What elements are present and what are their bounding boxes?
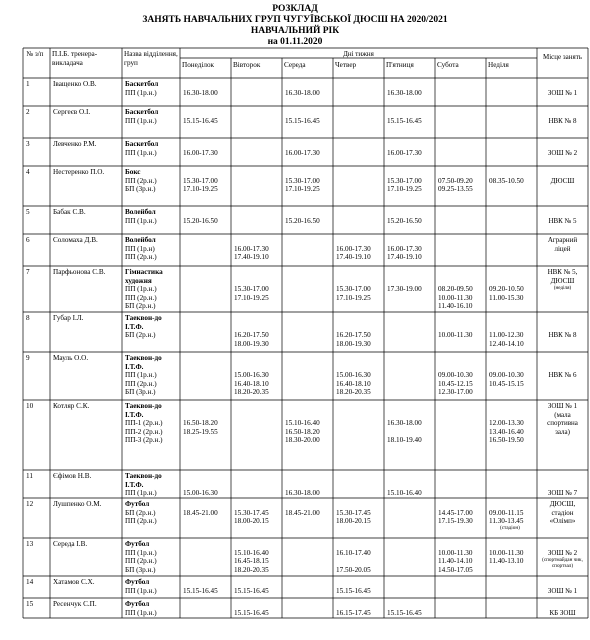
time-slot-mon: 18.25-19.55 (183, 427, 218, 436)
time-slot-tue: 18.20-20.35 (234, 565, 269, 574)
trainer-name: Іващенко О.В. (53, 80, 97, 88)
place-line: спортивна (547, 419, 578, 427)
sport-name: Бокс (125, 168, 141, 176)
trainer-name: Лушпенко О.М. (53, 500, 102, 508)
time-slot-sat: 14.50-17.05 (438, 565, 473, 574)
time-slot-wed: 15.15-16.45 (285, 116, 320, 125)
time-slot-thu: 15.00-16.30 (336, 371, 371, 379)
place-line: ДЮСШ, (549, 500, 576, 508)
place-note: (неділя) (553, 285, 572, 291)
time-slot-tue: 18.00-19.30 (234, 339, 269, 348)
sport-name: Таеквон-до І.Т.Ф. (125, 402, 162, 419)
time-slot-sun: 11.30-13.45 (489, 517, 524, 525)
row-number: 13 (26, 540, 34, 548)
header-day-mon: Понеділок (182, 61, 215, 69)
time-slot-fri: 15.30-17.00 (387, 176, 422, 185)
place-line: ДЮСШ (550, 176, 575, 185)
time-slot-sat: 12.30-17.00 (438, 388, 473, 396)
place-line: стадіон (551, 508, 574, 517)
row-number: 7 (26, 268, 30, 276)
sport-name: Футбол (125, 578, 150, 586)
time-slot-fri: 17.10-19.25 (387, 185, 422, 193)
place-line: ЗОШ № 7 (547, 489, 578, 497)
row-number: 15 (26, 600, 34, 608)
sport-name: Гімнастика художня (125, 268, 163, 285)
sun-note: (стадіон) (500, 524, 520, 531)
header-place: Місце занять (543, 53, 582, 61)
group-label: ПП (1р.н.) (125, 148, 157, 157)
time-slot-sun: 11.00-15.30 (489, 293, 524, 302)
time-slot-sun: 12.00-13.30 (489, 419, 524, 427)
time-slot-mon: 17.10-19.25 (183, 185, 218, 193)
time-slot-tue: 17.40-19.10 (234, 253, 269, 261)
sport-name: Футбол (125, 500, 150, 508)
place-line: ДЮСШ (550, 276, 575, 285)
place-line: ЗОШ № 1 (547, 88, 578, 97)
trainer-name: Парфьонова С.В. (53, 268, 106, 276)
group-label: БП (2р.н.) (125, 302, 156, 310)
time-slot-mon: 16.30-18.00 (183, 88, 218, 97)
header-dept: Назва відділення, груп (124, 50, 178, 67)
time-slot-wed: 17.10-19.25 (285, 185, 320, 193)
trainer-name: Нестеренко П.О. (53, 168, 105, 176)
place-line: НВК № 5, (547, 268, 578, 276)
sport-name: Баскетбол (125, 108, 159, 116)
place-line: Аграрний (547, 236, 578, 244)
time-slot-wed: 18.30-20.00 (285, 436, 320, 444)
time-slot-tue: 15.00-16.30 (234, 371, 269, 379)
header-num: № з/п (26, 50, 44, 58)
place-line: НВК № 8 (548, 116, 577, 125)
time-slot-sun: 10.45-15.15 (489, 379, 524, 388)
time-slot-thu: 17.10-19.25 (336, 293, 371, 302)
header-day-wed: Середа (284, 61, 306, 69)
time-slot-sun: 13.40-16.40 (489, 427, 524, 436)
time-slot-mon: 16.50-18.20 (183, 419, 218, 427)
sport-name: Волейбол (125, 208, 156, 216)
time-slot-fri: 15.15-16.45 (387, 608, 422, 617)
time-slot-tue: 15.10-16.40 (234, 548, 269, 557)
group-label: ПП (2р.н.) (125, 557, 157, 565)
header-line-4: на 01.11.2020 (267, 37, 323, 47)
time-slot-sun: 09.00-10.30 (489, 371, 524, 379)
time-slot-thu: 15.15-16.45 (336, 586, 371, 595)
group-label: БП (3р.н.) (125, 565, 156, 574)
time-slot-tue: 16.40-18.10 (234, 379, 269, 388)
sport-name: Баскетбол (125, 80, 159, 88)
time-slot-thu: 17.40-19.10 (336, 253, 371, 261)
time-slot-fri: 16.00-17.30 (387, 148, 422, 157)
time-slot-sun: 10.00-11.30 (489, 548, 524, 557)
row-number: 3 (26, 140, 30, 148)
time-slot-thu: 18.00-20.15 (336, 517, 371, 525)
time-slot-fri: 16.30-18.00 (387, 88, 422, 97)
time-slot-sun: 11.40-13.10 (489, 557, 524, 565)
time-slot-sat: 17.15-19.30 (438, 517, 473, 525)
sport-name: Футбол (125, 540, 150, 548)
header-line-1: РОЗКЛАД (272, 4, 318, 14)
trainer-name: Мауль О.О. (53, 354, 89, 362)
time-slot-tue: 16.00-17.30 (234, 244, 269, 253)
time-slot-mon: 15.30-17.00 (183, 176, 218, 185)
group-label: ПП (1р.н) (125, 244, 155, 253)
place-line: ЗОШ № 1 (547, 402, 578, 410)
group-label: ПП (1р.н.) (125, 285, 157, 293)
time-slot-wed: 15.10-16.40 (285, 419, 320, 427)
sport-name: Таеквон-до І.Т.Ф. (125, 314, 162, 331)
group-label: ПП (1р.н.) (125, 586, 157, 595)
time-slot-sun: 16.50-19.50 (489, 436, 524, 444)
time-slot-mon: 15.20-16.50 (183, 216, 218, 225)
time-slot-sat: 11.40-16.10 (438, 302, 473, 310)
time-slot-thu: 18.20-20.35 (336, 388, 371, 396)
group-label: БП (3р.н.) (125, 388, 156, 396)
time-slot-wed: 15.30-17.00 (285, 176, 320, 185)
time-slot-mon: 15.15-16.45 (183, 116, 218, 125)
trainer-name: Хатамов С.Х. (53, 578, 95, 586)
time-slot-thu: 16.40-18.10 (336, 379, 371, 388)
trainer-name: Бабак С.В. (53, 208, 86, 216)
trainer-name: Котляр С.К. (53, 402, 90, 410)
group-label: ПП-2 (2р.н.) (125, 427, 163, 436)
sport-name: Таеквон-до І.Т.Ф. (125, 472, 162, 489)
time-slot-sun: 11.00-12.30 (489, 331, 524, 339)
trainer-name: Сергеєв О.І. (53, 108, 91, 116)
row-number: 11 (26, 472, 33, 480)
place-line: ЗОШ № 1 (547, 586, 578, 595)
time-slot-fri: 18.10-19.40 (387, 436, 422, 444)
time-slot-thu: 16.00-17.30 (336, 244, 371, 253)
row-number: 12 (26, 500, 34, 508)
place-line: НВК № 5 (548, 216, 577, 225)
time-slot-tue: 17.10-19.25 (234, 293, 269, 302)
time-slot-wed: 16.50-18.20 (285, 427, 320, 436)
sport-name: Волейбол (125, 236, 156, 244)
time-slot-sun: 09.00-11.15 (489, 508, 524, 517)
group-label: ПП (2р.н.) (125, 293, 157, 302)
group-label: ПП (1р.н.) (125, 548, 157, 557)
time-slot-mon: 15.00-16.30 (183, 489, 218, 497)
place-note: (спортмайдан чик, спортзал) (542, 557, 583, 569)
time-slot-thu: 16.10-17.40 (336, 548, 371, 557)
time-slot-fri: 15.15-16.45 (387, 116, 422, 125)
trainer-name: Єфімов Н.В. (53, 472, 92, 480)
trainer-name: Середа І.В. (53, 540, 88, 548)
time-slot-wed: 16.30-18.00 (285, 489, 320, 497)
time-slot-thu: 16.20-17.50 (336, 331, 371, 339)
time-slot-thu: 17.50-20.05 (336, 565, 371, 574)
group-label: БП (2р.н.) (125, 331, 156, 339)
row-number: 1 (26, 80, 30, 88)
group-label: ПП (1р.н.) (125, 489, 157, 497)
place-line: (мала (554, 410, 571, 419)
time-slot-fri: 16.30-18.00 (387, 419, 422, 427)
time-slot-sat: 11.40-14.10 (438, 557, 473, 565)
time-slot-thu: 15.30-17.45 (336, 508, 371, 517)
time-slot-sat: 09.00-10.30 (438, 371, 473, 379)
row-number: 8 (26, 314, 30, 322)
header-day-thu: Четвер (335, 61, 357, 69)
place-line: НВК № 8 (548, 331, 577, 339)
time-slot-fri: 16.00-17.30 (387, 244, 422, 253)
group-label: ПП (1р.н.) (125, 88, 157, 97)
place-line: ЗОШ № 2 (547, 548, 578, 557)
group-label: БП (3р.н.) (125, 185, 156, 193)
time-slot-sat: 09.25-13.55 (438, 185, 473, 193)
time-slot-tue: 15.30-17.00 (234, 285, 269, 293)
row-number: 10 (26, 402, 34, 410)
time-slot-fri: 15.20-16.50 (387, 216, 422, 225)
time-slot-tue: 15.15-16.45 (234, 586, 269, 595)
header-day-sun: Неділя (488, 61, 509, 69)
time-slot-sat: 10.00-11.30 (438, 293, 473, 302)
time-slot-sun: 12.40-14.10 (489, 339, 524, 348)
sport-name: Баскетбол (125, 140, 159, 148)
header-line-3: НАВЧАЛЬНИЙ РІК (250, 26, 340, 36)
row-number: 2 (26, 108, 30, 116)
time-slot-sat: 07.50-09.20 (438, 176, 473, 185)
group-label: ПП (2р.н.) (125, 517, 157, 525)
row-number: 14 (26, 578, 34, 586)
group-label: ПП (1р.н.) (125, 608, 157, 617)
header-line-2: ЗАНЯТЬ НАВЧАЛЬНИХ ГРУП ЧУГУЇВСЬКОЇ ДЮСШ НА 2020/2021 (142, 15, 448, 25)
time-slot-tue: 15.15-16.45 (234, 608, 269, 617)
time-slot-sat: 08.20-09.50 (438, 285, 473, 293)
time-slot-sat: 10.00-11.30 (438, 548, 473, 557)
time-slot-mon: 16.00-17.30 (183, 148, 218, 157)
time-slot-tue: 16.20-17.50 (234, 331, 269, 339)
time-slot-wed: 16.00-17.30 (285, 148, 320, 157)
time-slot-tue: 15.30-17.45 (234, 508, 269, 517)
place-line: НВК № 6 (548, 371, 577, 379)
group-label: ПП (1р.н.) (125, 216, 157, 225)
header-day-fri: П'ятниця (386, 61, 414, 69)
group-label: ПП-3 (2р.н.) (125, 436, 163, 444)
time-slot-tue: 18.20-20.35 (234, 388, 269, 396)
time-slot-thu: 18.00-19.30 (336, 339, 371, 348)
trainer-name: Соломаха Д.В. (53, 236, 98, 244)
header-day-sat: Субота (437, 61, 459, 69)
group-label: ПП (2р.н.) (125, 379, 157, 388)
sport-name: Таеквон-до І.Т.Ф. (125, 354, 162, 371)
header-day-tue: Вівторок (233, 61, 261, 69)
time-slot-sat: 10.45-12.15 (438, 379, 473, 388)
time-slot-wed: 16.30-18.00 (285, 88, 320, 97)
group-label: ПП (2р.н.) (125, 176, 157, 185)
trainer-name: Губар І.Л. (53, 314, 84, 322)
row-number: 6 (26, 236, 30, 244)
group-label: ПП (2р.н.) (125, 253, 157, 261)
place-line: ліцей (554, 244, 571, 253)
time-slot-sat: 10.00-11.30 (438, 331, 473, 339)
time-slot-sun: 09.20-10.50 (489, 285, 524, 293)
header-days-group: Дні тижня (343, 50, 374, 58)
time-slot-thu: 15.30-17.00 (336, 285, 371, 293)
place-line: ЗОШ № 2 (547, 148, 578, 157)
row-number: 5 (26, 208, 30, 216)
group-label: ПП (1р.н.) (125, 116, 157, 125)
place-line: КБ ЗОШ (549, 608, 576, 617)
time-slot-fri: 17.40-19.10 (387, 253, 422, 261)
trainer-name: Левченко Р.М. (53, 140, 97, 148)
time-slot-mon: 15.15-16.45 (183, 586, 218, 595)
place-line: «Олімп» (549, 517, 576, 525)
sport-name: Футбол (125, 600, 150, 608)
time-slot-fri: 15.10-16.40 (387, 489, 422, 497)
time-slot-sun: 08.35-10.50 (489, 176, 524, 185)
time-slot-thu: 16.15-17.45 (336, 608, 371, 617)
trainer-name: Ресенчук С.П. (53, 600, 97, 608)
time-slot-wed: 18.45-21.00 (285, 508, 320, 517)
header-trainer: П.І.Б. тренера-викладача (52, 50, 98, 67)
time-slot-tue: 16.45-18.15 (234, 557, 269, 565)
time-slot-sat: 14.45-17.00 (438, 508, 473, 517)
time-slot-fri: 17.30-19.00 (387, 285, 422, 293)
time-slot-mon: 18.45-21.00 (183, 508, 218, 517)
group-label: ПП (1р.н.) (125, 371, 157, 379)
time-slot-tue: 18.00-20.15 (234, 517, 269, 525)
row-number: 4 (26, 168, 30, 176)
place-line: зала) (555, 427, 570, 436)
row-number: 9 (26, 354, 30, 362)
time-slot-wed: 15.20-16.50 (285, 216, 320, 225)
group-label: БП (2р.н.) (125, 508, 156, 517)
group-label: ПП-1 (2р.н.) (125, 419, 163, 427)
